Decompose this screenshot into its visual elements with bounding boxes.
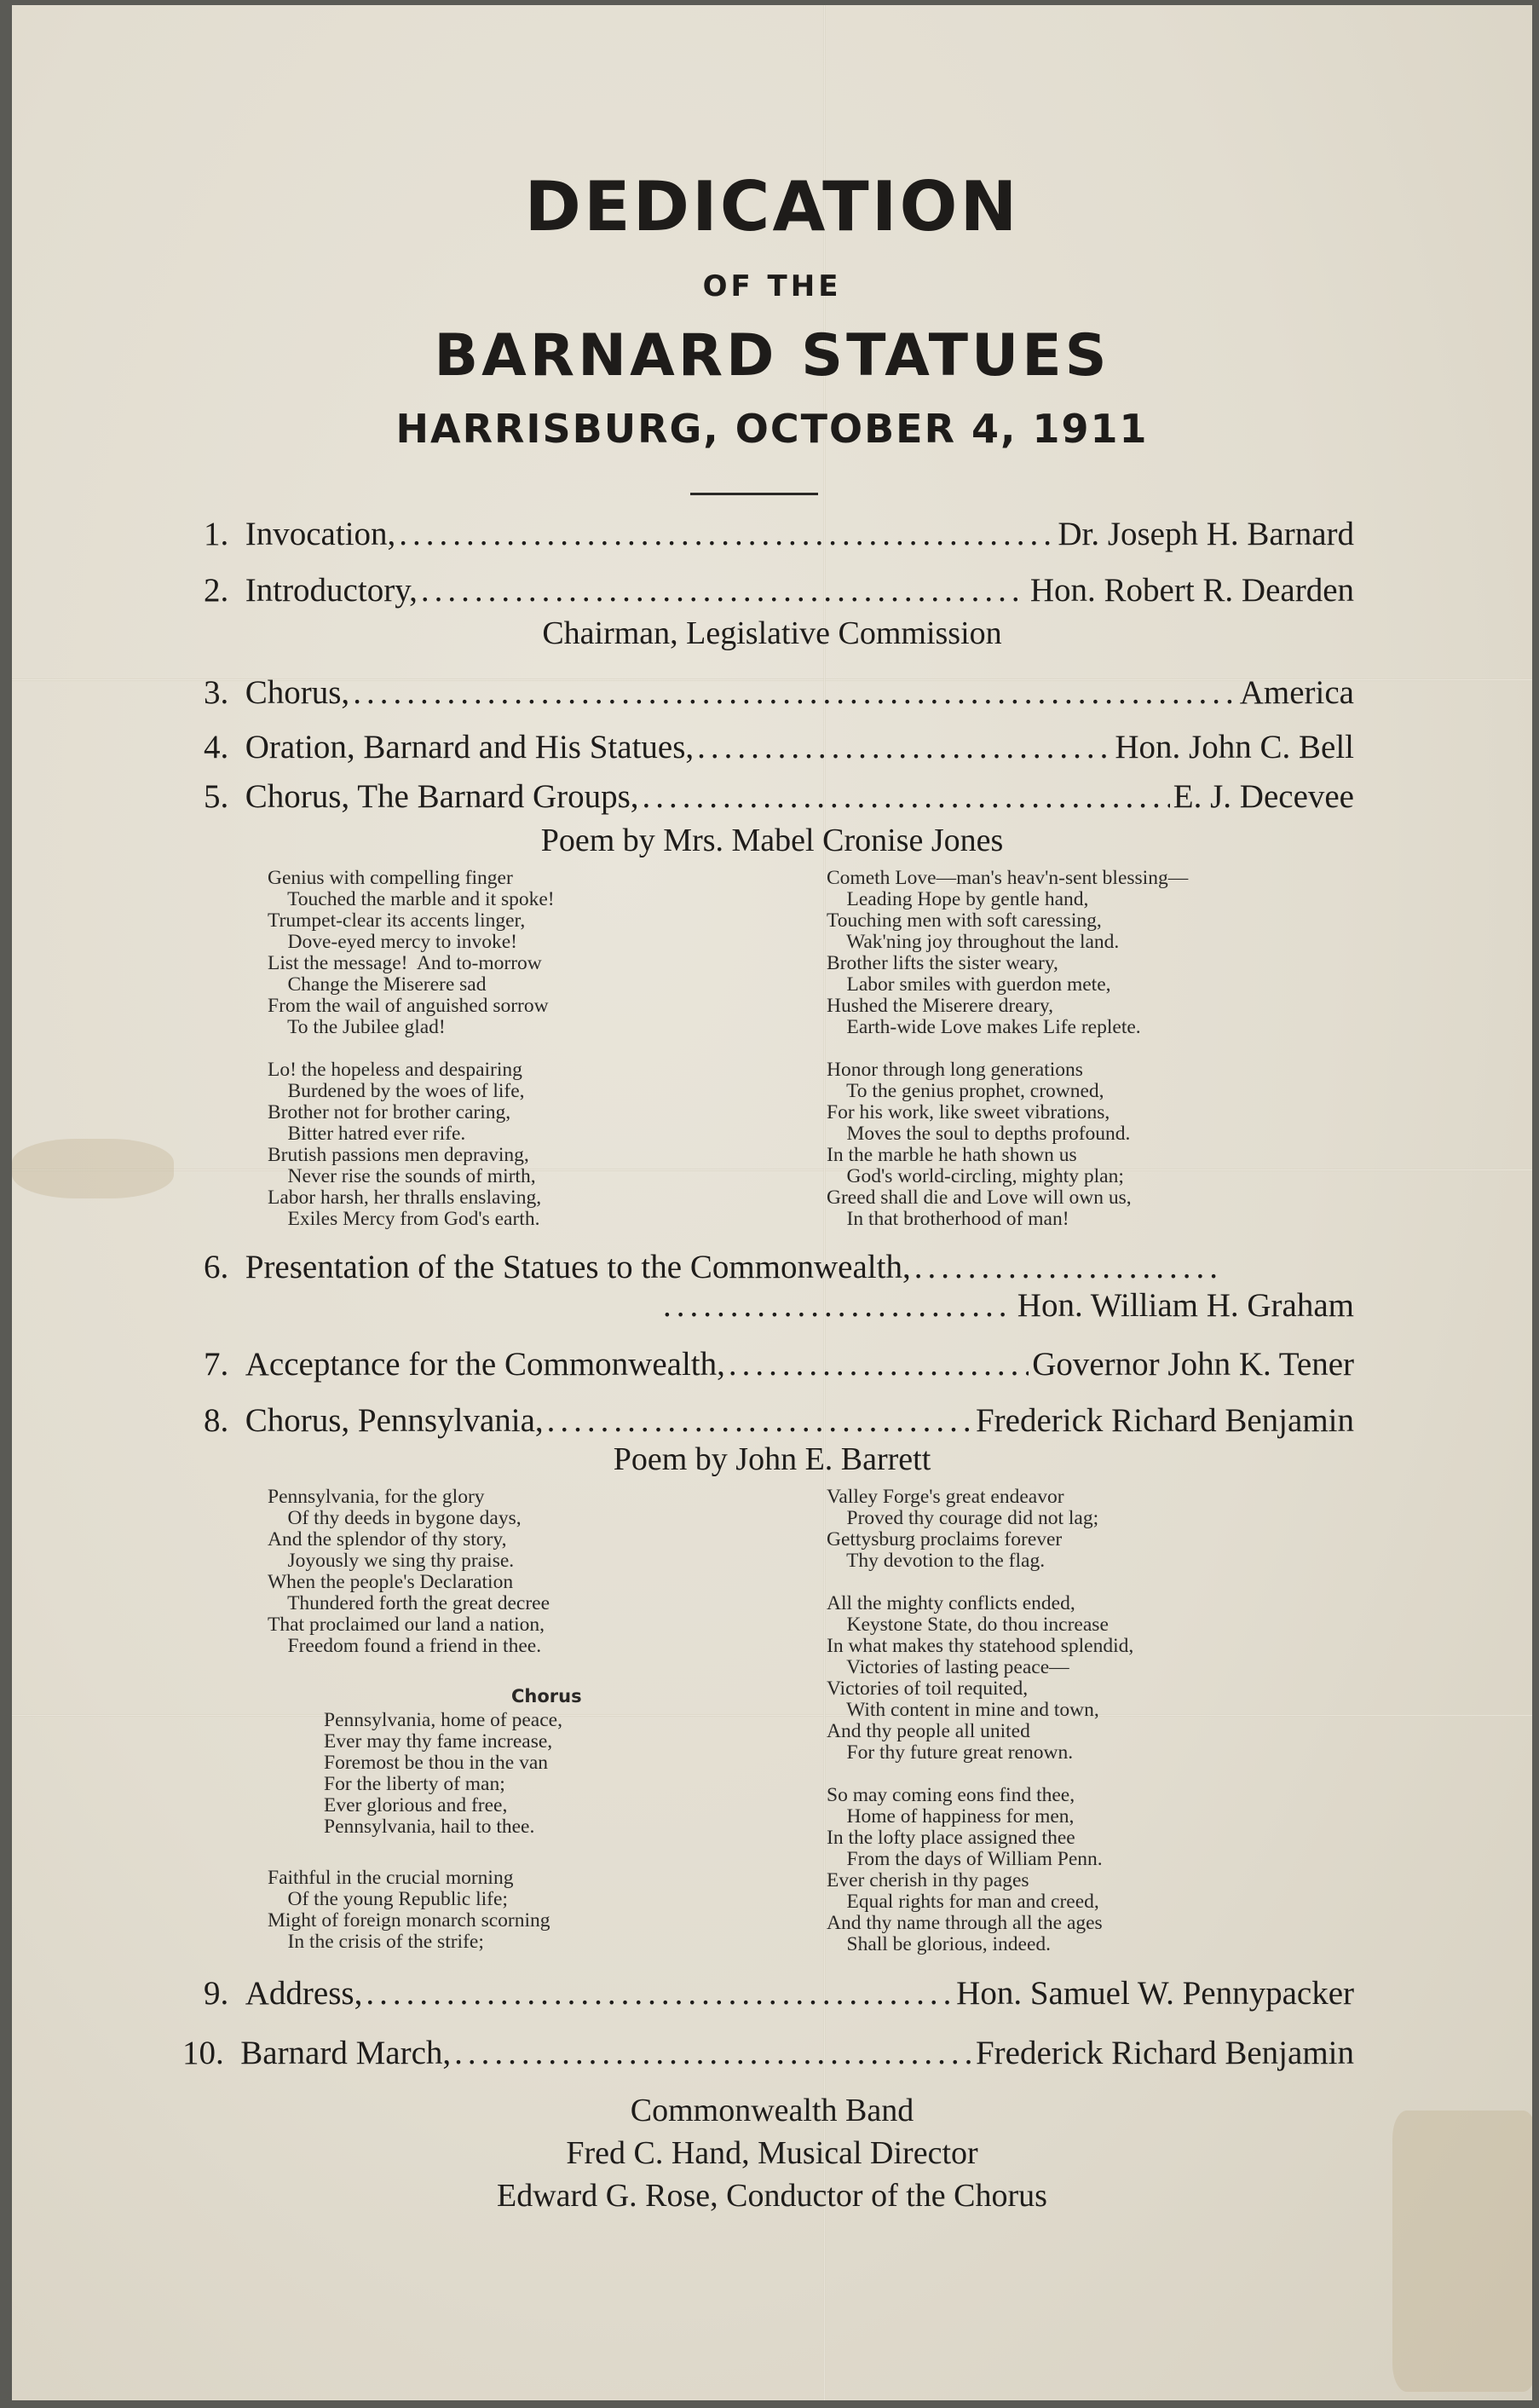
leader-dots (663, 1286, 1014, 1325)
item-number: 3. (204, 674, 229, 711)
leader-dots (547, 1401, 972, 1440)
program-item (204, 777, 1354, 816)
title-barnard-statues: BARNARD STATUES (434, 322, 1110, 390)
leader-dots (353, 673, 1236, 712)
item-number: 5. (204, 778, 229, 815)
item-label: Invocation, (245, 516, 396, 552)
chorus-text: Pennsylvania, home of peace, Ever may thy fame increase, Foremost be thou in the van For the liberty of man; Ever glorious and free, Pennsylvania, hail to thee. (324, 1709, 562, 1838)
title-of-the: OF THE (702, 269, 842, 303)
poem-right-column: Cometh Love—man's heav'n-sent blessing— Leading Hope by gentle hand, Touching men with soft caressing, Wak'ning joy throughout the land. Brother lifts the sister weary, Labor smiles with guerdon mete, Hushed the Miserere dreary, Earth-wide Love makes Life replete. Honor through long generations To the genius prophet, crowned, For his work, like sweet vibrations, Moves the soul to depths profound. In the marble he hath shown us God's world-circling, mighty plan; Greed shall die and Love will own us, In that brotherhood of man! (827, 867, 1189, 1230)
item-number: 2. (204, 572, 229, 609)
item-performer: E. J. Decevee (1173, 778, 1354, 815)
item-number: 1. (204, 516, 229, 552)
program-item (204, 1345, 1354, 1383)
item-label: Acceptance for the Commonwealth, (245, 1346, 725, 1383)
item-number: 8. (204, 1402, 229, 1439)
program-item (204, 728, 1354, 766)
footer-director: Fred C. Hand, Musical Director (566, 2135, 978, 2171)
stain (12, 1139, 174, 1198)
fold-line (12, 1714, 1532, 1717)
item-performer: Dr. Joseph H. Barnard (1058, 516, 1354, 552)
program-sheet (12, 5, 1532, 2400)
poem-credit: Poem by Mrs. Mabel Cronise Jones (540, 823, 1004, 858)
divider (690, 493, 818, 495)
title-place-date: HARRISBURG, OCTOBER 4, 1911 (395, 406, 1149, 452)
item-performer: Hon. John C. Bell (1115, 729, 1354, 765)
program-item (204, 1401, 1354, 1440)
item-label: Introductory, (245, 572, 418, 609)
item-label: Chorus, (245, 674, 350, 711)
poem-right-column: Valley Forge's great endeavor Proved thy courage did not lag; Gettysburg proclaims forever Thy devotion to the flag. All the mighty conflicts ended, Keystone State, do thou increase In what makes thy statehood splendid, Victories of lasting peace— Victories of toil requited, With content in mine and town, And thy people all united For thy future great renown. So may coming eons find thee, Home of happiness for men, In the lofty place assigned thee From the days of William Penn. Ever cherish in thy pages Equal rights for man and creed, And thy name through all the ages Shall be glorious, indeed. (827, 1486, 1134, 1955)
program-item (204, 673, 1354, 712)
leader-dots (697, 728, 1111, 766)
item-number: 7. (204, 1346, 229, 1383)
leader-dots (729, 1345, 1029, 1383)
poem-left-column: Genius with compelling finger Touched the marble and it spoke! Trumpet-clear its accents linger, Dove-eyed mercy to invoke! List the message! And to-morrow Change the Miserere sad From the wail of anguished sorrow To the Jubilee glad! Lo! the hopeless and despairing Burdened by the woes of life, Brother not for brother caring, Bitter hatred ever rife. Brutish passions men depraving, Never rise the sounds of mirth, Labor harsh, her thralls enslaving, Exiles Mercy from God's earth. (268, 867, 555, 1230)
leader-dots (454, 2034, 972, 2072)
item-performer: Hon. Robert R. Dearden (1029, 572, 1354, 609)
program-item (182, 2034, 1354, 2072)
item-performer: Hon. Samuel W. Pennypacker (956, 1975, 1354, 2012)
poem-credit: Poem by John E. Barrett (613, 1441, 931, 1477)
program-item (204, 1974, 1354, 2012)
item-performer: Frederick Richard Benjamin (975, 1402, 1354, 1439)
footer-conductor: Edward G. Rose, Conductor of the Chorus (497, 2178, 1047, 2214)
title-dedication: DEDICATION (524, 167, 1020, 246)
program-item (204, 571, 1354, 609)
chorus-heading: Chorus (511, 1686, 582, 1706)
program-item (204, 515, 1354, 553)
item-label: Address, (245, 1975, 363, 2012)
item-number: 10. (182, 2035, 224, 2071)
leader-dots (366, 1974, 953, 2012)
poem-left-column: Pennsylvania, for the glory Of thy deeds in bygone days, And the splendor of thy story, Joyously we sing thy praise. When the people's Declaration Thundered forth the great decree That proclaimed our land a nation, Freedom found a friend in thee. (268, 1486, 550, 1657)
item-label: Presentation of the Statues to the Commonwealth, (245, 1249, 911, 1285)
leader-dots (643, 777, 1170, 816)
item-performer: America (1239, 674, 1354, 711)
program-item-continued (660, 1286, 1354, 1325)
item-label: Chorus, Pennsylvania, (245, 1402, 544, 1439)
item-subtitle: Chairman, Legislative Commission (542, 615, 1002, 651)
item-performer: Frederick Richard Benjamin (975, 2035, 1354, 2071)
item-label: Chorus, The Barnard Groups, (245, 778, 639, 815)
item-number: 4. (204, 729, 229, 765)
footer-band: Commonwealth Band (630, 2093, 914, 2128)
leader-dots (914, 1248, 1223, 1286)
item-performer: Hon. William H. Graham (1017, 1287, 1354, 1324)
program-item (204, 1248, 1226, 1286)
item-label: Oration, Barnard and His Statues, (245, 729, 695, 765)
item-performer: Governor John K. Tener (1032, 1346, 1354, 1383)
leader-dots (399, 515, 1054, 553)
item-number: 6. (204, 1249, 229, 1285)
poem-left-column-continued: Faithful in the crucial morning Of the young Republic life; Might of foreign monarch scorning In the crisis of the strife; (268, 1867, 550, 1953)
fold-line (12, 1169, 1532, 1171)
item-label: Barnard March, (240, 2035, 452, 2071)
leader-dots (421, 571, 1027, 609)
item-number: 9. (204, 1975, 229, 2012)
